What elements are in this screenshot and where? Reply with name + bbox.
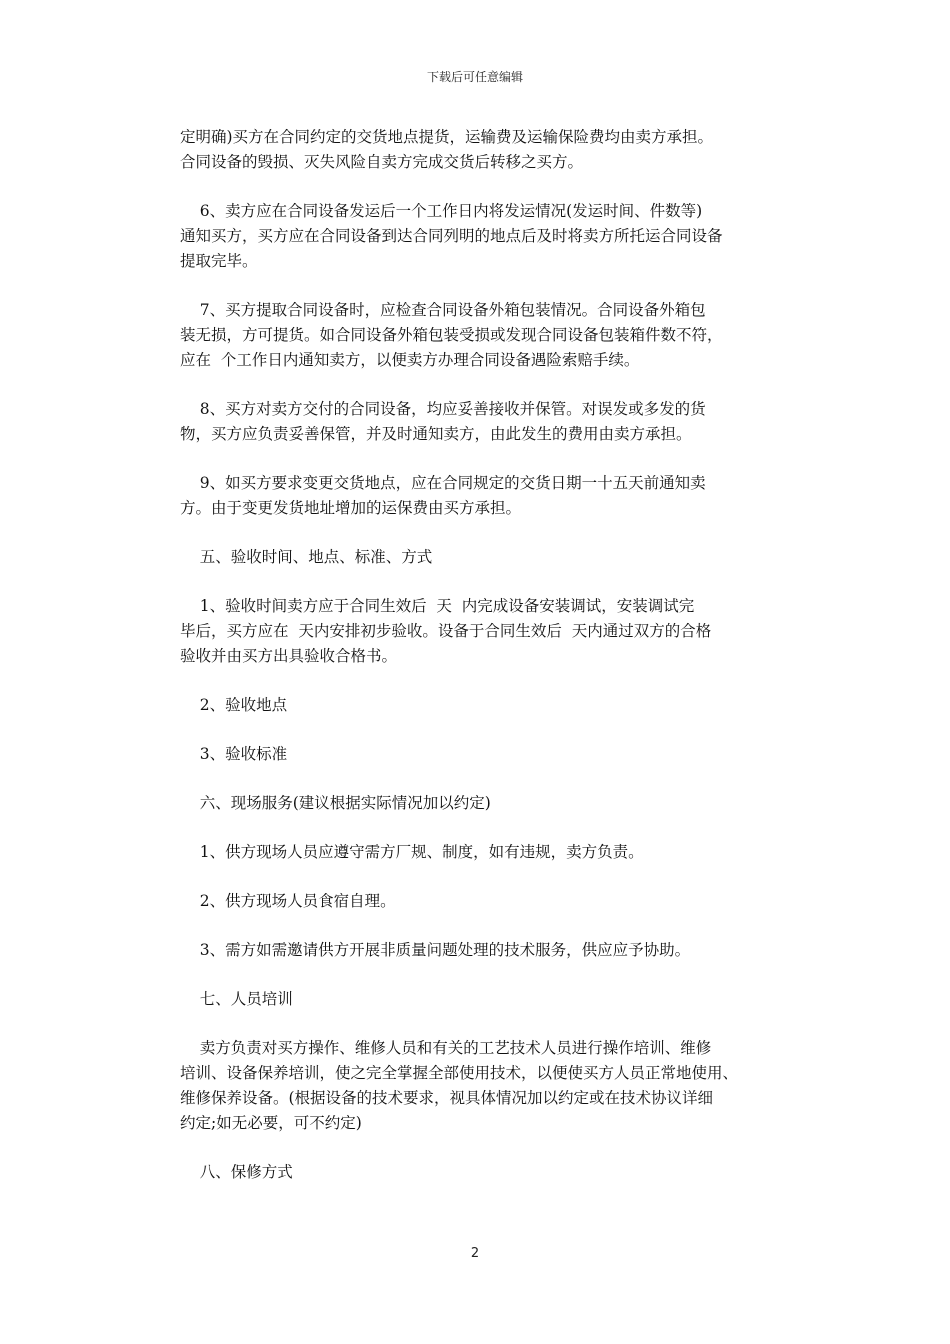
- section-heading-acceptance: [180, 545, 774, 570]
- paragraph-delivery-risk: [180, 125, 774, 175]
- paragraph-service-2: [180, 889, 774, 914]
- text-line: 7、买方提取合同设备时，应检查合同设备外箱包装情况。合同设备外箱包: [180, 301, 706, 319]
- text-line: 合同设备的毁损、灭失风险自卖方完成交货后转移之买方。: [180, 153, 584, 171]
- page-number: 2: [470, 1246, 480, 1261]
- paragraph-acceptance-time: [180, 594, 774, 669]
- section-heading-warranty: [180, 1160, 774, 1185]
- text-line: 维修保养设备。(根据设备的技术要求，视具体情况加以约定或在技术协议详细: [180, 1089, 714, 1107]
- paragraph-training: [180, 1036, 774, 1136]
- section-heading-onsite-service: [180, 791, 774, 816]
- document-body: [180, 125, 774, 1209]
- paragraph-item-9: [180, 471, 774, 521]
- text-line: 3、验收标准: [180, 745, 288, 763]
- heading-text: 六、现场服务(建议根据实际情况加以约定): [180, 794, 491, 812]
- text-line: 定明确)买方在合同约定的交货地点提货，运输费及运输保险费均由卖方承担。: [180, 128, 714, 146]
- text-line: 装无损，方可提货。如合同设备外箱包装受损或发现合同设备包装箱件数不符，: [180, 326, 723, 344]
- section-heading-training: [180, 987, 774, 1012]
- text-line: 约定;如无必要，可不约定): [180, 1114, 362, 1132]
- heading-text: 七、人员培训: [180, 990, 293, 1008]
- paragraph-acceptance-standard: [180, 742, 774, 767]
- text-line: 8、买方对卖方交付的合同设备，均应妥善接收并保管。对误发或多发的货: [180, 400, 706, 418]
- text-line: 物，买方应负责妥善保管，并及时通知卖方，由此发生的费用由卖方承担。: [180, 425, 692, 443]
- paragraph-acceptance-place: [180, 693, 774, 718]
- page-header: 下载后可任意编辑: [426, 70, 523, 84]
- text-line: 9、如买方要求变更交货地点，应在合同规定的交货日期一十五天前通知卖: [180, 474, 706, 492]
- text-line: 应在 个工作日内通知卖方，以便卖方办理合同设备遇险索赔手续。: [180, 351, 640, 369]
- heading-text: 五、验收时间、地点、标准、方式: [180, 548, 433, 566]
- text-line: 方。由于变更发货地址增加的运保费由买方承担。: [180, 499, 522, 517]
- text-line: 3、需方如需邀请供方开展非质量问题处理的技术服务，供应应予协助。: [180, 941, 691, 959]
- text-line: 培训、设备保养培训，使之完全掌握全部使用技术，以便使买方人员正常地使用、: [180, 1064, 739, 1082]
- text-line: 2、验收地点: [180, 696, 288, 714]
- text-line: 卖方负责对买方操作、维修人员和有关的工艺技术人员进行操作培训、维修: [180, 1039, 712, 1057]
- paragraph-item-7: [180, 298, 774, 373]
- paragraph-service-1: [180, 840, 774, 865]
- text-line: 1、供方现场人员应遵守需方厂规、制度，如有违规，卖方负责。: [180, 843, 644, 861]
- heading-text: 八、保修方式: [180, 1163, 293, 1181]
- text-line: 通知买方，买方应在合同设备到达合同列明的地点后及时将卖方所托运合同设备: [180, 227, 723, 245]
- text-line: 2、供方现场人员食宿自理。: [180, 892, 396, 910]
- paragraph-item-6: [180, 199, 774, 274]
- paragraph-item-8: [180, 397, 774, 447]
- text-line: 1、验收时间卖方应于合同生效后 天 内完成设备安装调试，安装调试完: [180, 597, 695, 615]
- text-line: 6、卖方应在合同设备发运后一个工作日内将发运情况(发运时间、件数等): [180, 202, 703, 220]
- text-line: 验收并由买方出具验收合格书。: [180, 647, 398, 665]
- text-line: 毕后，买方应在 天内安排初步验收。设备于合同生效后 天内通过双方的合格: [180, 622, 712, 640]
- paragraph-service-3: [180, 938, 774, 963]
- text-line: 提取完毕。: [180, 252, 258, 270]
